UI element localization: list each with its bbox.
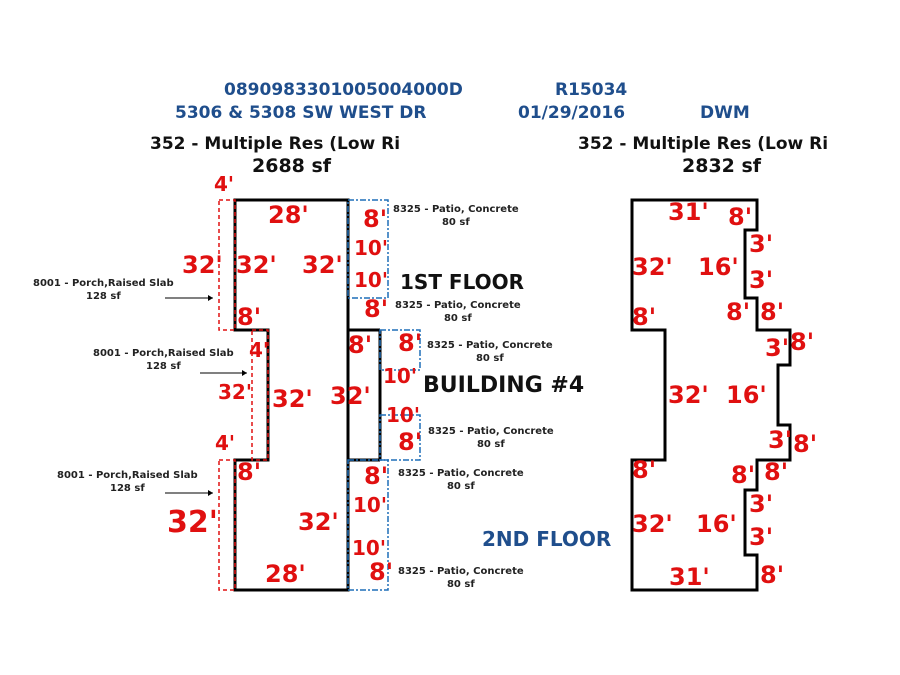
porch-area: 128 sf <box>110 483 145 494</box>
dimension-label: 8' <box>398 428 423 456</box>
porch-title: 8001 - Porch,Raised Slab <box>57 470 198 481</box>
dimension-label: 8' <box>728 203 753 231</box>
dimension-label: 16' <box>696 510 737 538</box>
right-use-code: 352 - Multiple Res (Low Ri <box>578 134 829 154</box>
dimension-label: 8' <box>369 558 394 586</box>
porch-arrowhead <box>208 295 213 301</box>
right-area: 2832 sf <box>682 155 762 177</box>
dimension-label: 32' <box>182 251 223 279</box>
dimension-label: 8' <box>793 430 818 458</box>
patio-title: 8325 - Patio, Concrete <box>398 468 524 479</box>
patio-note <box>398 467 524 493</box>
dimension-label: 3' <box>768 426 793 454</box>
dimension-label: 8' <box>726 298 751 326</box>
patio-title: 8325 - Patio, Concrete <box>398 566 524 577</box>
dimension-label: 8' <box>760 298 785 326</box>
dimension-label: 8' <box>364 295 389 323</box>
record-id: R15034 <box>555 80 628 100</box>
porch-outline <box>219 460 235 590</box>
porch-area: 128 sf <box>86 291 121 302</box>
dimension-label: 8' <box>731 461 756 489</box>
dimension-label: 32' <box>668 381 709 409</box>
patio-title: 8325 - Patio, Concrete <box>393 204 519 215</box>
dimension-label: 10' <box>353 493 387 517</box>
dimension-label: 3' <box>765 334 790 362</box>
left-use-code: 352 - Multiple Res (Low Ri <box>150 134 401 154</box>
dimension-label: 8' <box>764 458 789 486</box>
patio-note <box>393 203 519 229</box>
dimension-label: 8' <box>398 329 423 357</box>
dimension-label: 32' <box>167 505 218 540</box>
dimension-label: 8' <box>363 205 388 233</box>
patio-area: 80 sf <box>443 313 472 324</box>
porch-area: 128 sf <box>146 361 181 372</box>
sketch-date: 01/29/2016 <box>518 103 626 123</box>
dimension-label: 32' <box>632 253 673 281</box>
porch-title: 8001 - Porch,Raised Slab <box>93 348 234 359</box>
dimension-label: 32' <box>218 380 252 404</box>
porch-note <box>57 469 198 495</box>
porch-arrowhead <box>242 370 247 376</box>
patio-area: 80 sf <box>475 353 504 364</box>
dimension-label: 10' <box>354 236 388 260</box>
patio-area: 80 sf <box>446 579 475 590</box>
dimension-label: 16' <box>726 381 767 409</box>
dimension-label: 3' <box>749 266 774 294</box>
dimension-label: 4' <box>214 172 235 196</box>
dimension-label: 4' <box>215 431 236 455</box>
dimension-label: 32' <box>632 510 673 538</box>
dimension-label: 10' <box>352 536 386 560</box>
dimension-label: 8' <box>348 331 373 359</box>
left-area: 2688 sf <box>252 155 332 177</box>
building-label: BUILDING #4 <box>423 373 585 398</box>
second-floor-label: 2ND FLOOR <box>482 527 612 551</box>
patio-note <box>398 565 524 591</box>
porch-arrowhead <box>208 490 213 496</box>
first-floor-label: 1ST FLOOR <box>400 270 525 294</box>
dimension-label: 3' <box>749 230 774 258</box>
dimension-label: 8' <box>237 458 262 486</box>
dimension-label: 3' <box>749 490 774 518</box>
address: 5306 & 5308 SW WEST DR <box>175 103 427 123</box>
patio-note <box>427 339 553 365</box>
porch-note <box>33 277 174 303</box>
patio-area: 80 sf <box>446 481 475 492</box>
dimension-label: 32' <box>302 251 343 279</box>
patio-area: 80 sf <box>476 439 505 450</box>
dimension-label: 32' <box>272 385 313 413</box>
patio-title: 8325 - Patio, Concrete <box>427 340 553 351</box>
patio-note <box>395 299 521 325</box>
dimension-label: 8' <box>237 303 262 331</box>
dimension-label: 10' <box>354 268 388 292</box>
parcel-id: 0890983301005004000D <box>224 80 463 100</box>
dimension-label: 32' <box>298 508 339 536</box>
dimension-label: 3' <box>749 523 774 551</box>
dimension-label: 28' <box>265 560 306 588</box>
dimension-label: 31' <box>669 563 710 591</box>
dimension-label: 32' <box>236 251 277 279</box>
dimension-label: 8' <box>790 328 815 356</box>
patio-area: 80 sf <box>441 217 470 228</box>
dimension-label: 4' <box>249 338 270 362</box>
appraiser-initials: DWM <box>700 103 750 123</box>
dimension-label: 8' <box>632 456 657 484</box>
dimension-label: 8' <box>760 561 785 589</box>
dimension-label: 16' <box>698 253 739 281</box>
dimension-label: 10' <box>383 364 417 388</box>
patio-title: 8325 - Patio, Concrete <box>428 426 554 437</box>
dimension-label: 8' <box>632 303 657 331</box>
dimension-label: 10' <box>386 403 420 427</box>
dimension-label: 32' <box>330 382 371 410</box>
porch-title: 8001 - Porch,Raised Slab <box>33 278 174 289</box>
porch-note <box>93 347 234 373</box>
patio-note <box>428 425 554 451</box>
dimension-label: 31' <box>668 198 709 226</box>
dimension-label: 28' <box>268 201 309 229</box>
dimension-label: 8' <box>364 462 389 490</box>
patio-title: 8325 - Patio, Concrete <box>395 300 521 311</box>
